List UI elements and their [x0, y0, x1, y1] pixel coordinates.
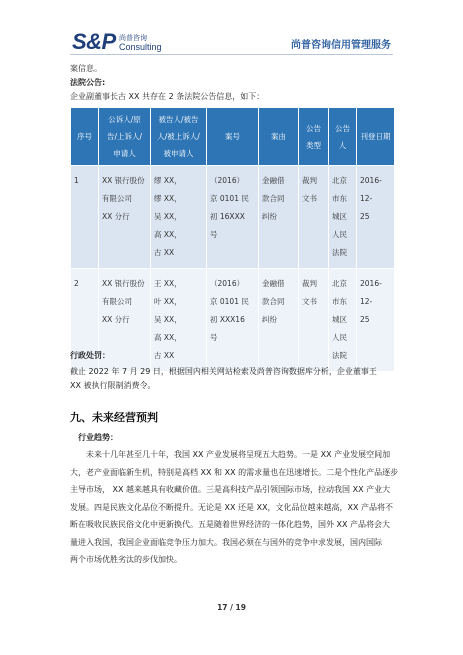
trend-paragraph [70, 446, 400, 569]
cell-line: 款合同 [262, 194, 285, 203]
column-header-line: 案由 [271, 132, 286, 141]
column-header-line: 被申请人 [163, 149, 194, 158]
cell-line: 吴 XX， [154, 212, 182, 221]
column-header [357, 108, 395, 166]
table-cell-defendant [151, 166, 207, 269]
cell-line: 缪 XX， [154, 176, 182, 185]
column-header-line: 案号 [225, 132, 240, 141]
table-cell-case-no [207, 166, 259, 269]
header-title: 尚普咨询信用管理服务 [291, 40, 391, 51]
cell-line: 法院 [332, 351, 347, 360]
trend-line: 大，老产业面临新生机，特别是高档 XX 和 XX 的需求量也在迅速增长。二是个性化产品逐步 [70, 467, 399, 477]
cell-line: 纠纷 [262, 212, 277, 221]
column-header-line: 类型 [306, 140, 321, 150]
column-header-line: 公诉人/原 [108, 115, 141, 124]
cell-line: 文书 [302, 194, 317, 203]
cell-line: XX 银行股份 [102, 279, 145, 288]
trend-line: 发展。四是民族文化品位不断提升。无论是 XX 还是 XX，文化品位越来越高，XX 产品将不 [70, 502, 394, 512]
table-cell-plaintiff [99, 166, 151, 269]
page-header [0, 0, 463, 58]
cell-line: 高 XX， [154, 230, 182, 239]
cell-line: 纠纷 [262, 315, 277, 324]
court-notice-summary: 企业副董事长古 XX 共存在 2 条法院公告信息，如下： [70, 92, 265, 101]
cell-line: （2016） [210, 279, 245, 288]
cell-line: 吴 XX， [154, 315, 182, 324]
cell-line: 王 XX， [154, 279, 182, 288]
cell-line: 市东 [332, 194, 347, 203]
penalty-line-1: 截止 2022 年 7 月 29 日，根据国内相关网站检索及尚普咨询数据库分析，企业董事王 [70, 367, 377, 376]
logo-mark: S&P [72, 29, 116, 54]
cell-line: 古 XX [154, 248, 175, 257]
table-cell-cause [259, 269, 299, 372]
cell-line: 号 [210, 333, 218, 342]
page-number: 17 / 19 [217, 603, 246, 612]
table-cell-cause [259, 166, 299, 269]
cell-line: 人民 [332, 333, 347, 342]
cell-line: 高 XX， [154, 333, 182, 342]
table-cell-defendant [151, 269, 207, 372]
cell-line: 初 XXX16 [210, 315, 245, 324]
column-header-line: 公告 [306, 123, 321, 133]
cell-line: 25 [360, 212, 370, 221]
company-logo [72, 29, 162, 54]
section-title: 九、未来经营预判 [70, 411, 158, 424]
cell-line: 北京 [332, 279, 347, 288]
table-row [71, 269, 395, 372]
column-header-line: 被告人/被告 [158, 115, 199, 124]
table-cell-case-no [207, 269, 259, 372]
table-cell-date [357, 269, 395, 372]
column-header [299, 108, 329, 166]
column-header-line: 申请人 [113, 149, 136, 158]
column-header [151, 108, 207, 166]
cell-line: 叶 XX， [154, 297, 182, 306]
table-cell-announcer [329, 269, 357, 372]
header-divider [70, 54, 393, 55]
column-header [207, 108, 259, 166]
cell-line: XX 分行 [102, 315, 130, 324]
cell-line: 款合同 [262, 297, 285, 306]
logo-chinese-name: 尚普咨询 [119, 34, 147, 42]
penalty-heading: 行政处罚： [70, 351, 110, 360]
cell-line: 金融借 [262, 176, 285, 185]
column-header-line: 告/上诉人/ [106, 132, 143, 141]
cell-line: XX 分行 [102, 212, 130, 221]
table-cell-announcer [329, 166, 357, 269]
column-header-line: 人/被上诉人/ [157, 132, 200, 141]
cell-line: 25 [360, 315, 370, 324]
cell-line: 京 0101 民 [210, 194, 249, 203]
cell-line: 有限公司 [102, 194, 132, 203]
cell-line: （2016） [210, 176, 245, 185]
trend-line: 主导市场， XX 越来越具有收藏价值。三是高科技产品引领国际市场，拉动我国 XX 产业大 [70, 485, 391, 494]
cell-line: 城区 [332, 212, 347, 221]
trend-line: 未来十几年甚至几十年，我国 XX 产业发展将呈现五大趋势。一是 XX 产业发展空间加 [86, 450, 391, 459]
cell-line: 城区 [332, 315, 347, 324]
cell-line: 初 16XXX [210, 212, 245, 221]
trend-line: 量进入我国，我国企业面临竞争压力加大。我国必须在与国外的竞争中求发展，国内国际 [70, 537, 382, 547]
table-cell-date [357, 166, 395, 269]
court-notice-heading: 法院公告: [70, 78, 106, 87]
penalty-line-2: XX 被执行限制消费令。 [70, 381, 156, 390]
column-header [259, 108, 299, 166]
table-cell-no: 1 [71, 166, 99, 269]
table-header-row [71, 108, 395, 166]
table-cell-type [299, 269, 329, 372]
cell-line: 法院 [332, 248, 347, 257]
cell-line: 古 XX [154, 351, 175, 360]
table-cell-type [299, 166, 329, 269]
trend-subheading: 行业趋势： [78, 433, 118, 442]
column-header [71, 108, 99, 166]
cell-line: 有限公司 [102, 297, 132, 306]
column-header-line: 公告 [335, 123, 350, 133]
cell-line: 2016-12- [360, 279, 382, 306]
cell-line: XX 银行股份 [102, 176, 145, 185]
table-cell-no: 2 [71, 269, 99, 372]
cell-line: 北京 [332, 176, 347, 185]
cell-line: 裁判 [302, 176, 317, 185]
intro-line: 案信息。 [70, 64, 102, 73]
cell-line: 市东 [332, 297, 347, 306]
column-header-line: 人 [338, 140, 347, 150]
cell-line: 金融借 [262, 279, 285, 288]
column-header-line: 刊登日期 [360, 132, 391, 141]
column-header [329, 108, 357, 166]
cell-line: 裁判 [302, 279, 317, 288]
cell-line: 2016-12- [360, 176, 382, 203]
logo-english-name: Consulting [119, 42, 162, 52]
cell-line: 缪 XX， [154, 194, 182, 203]
cell-line: 号 [210, 230, 218, 239]
table-row [71, 166, 395, 269]
trend-line: 两个市场优胜劣汰的步伐加快。 [70, 555, 182, 564]
court-notice-table [70, 107, 395, 372]
cell-line: 京 0101 民 [210, 297, 249, 306]
column-header [99, 108, 151, 166]
column-header-line: 序号 [77, 132, 92, 141]
trend-line: 断在吸收民族民俗文化中更新换代。五是随着世界经济的一体化趋势，国外 XX 产品将会大 [70, 520, 391, 529]
cell-line: 人民 [332, 230, 347, 239]
cell-line: 文书 [302, 297, 317, 306]
